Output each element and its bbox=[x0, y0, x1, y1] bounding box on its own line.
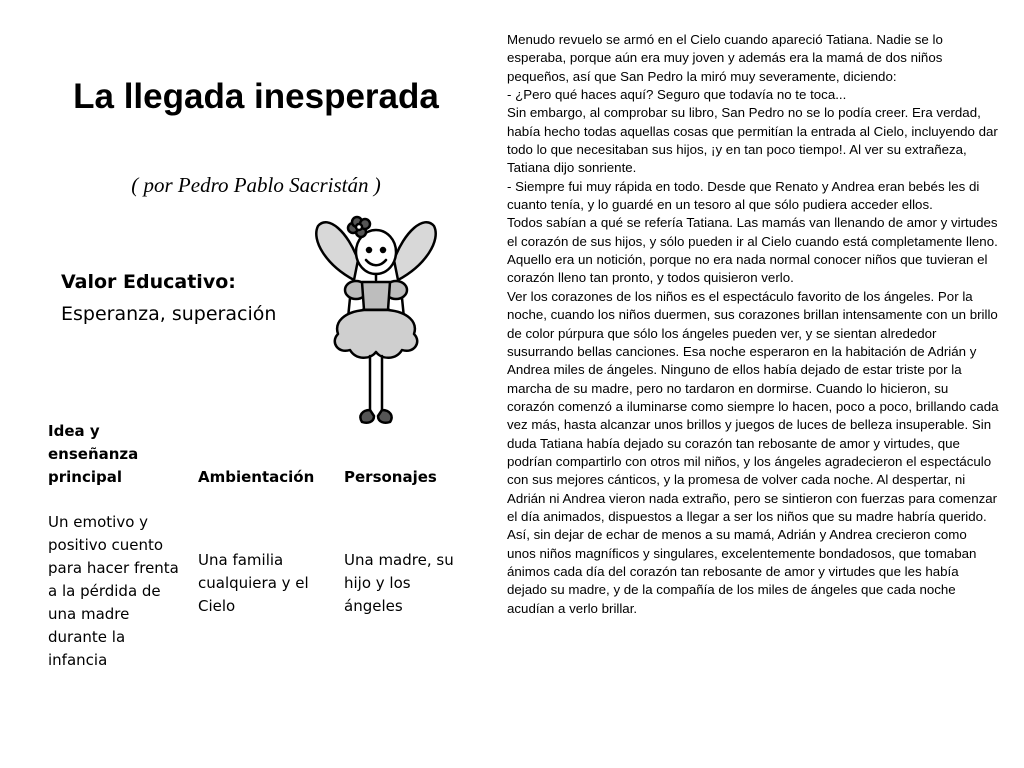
valor-educativo-heading: Valor Educativo: bbox=[61, 271, 236, 293]
fairy-illustration-icon bbox=[306, 210, 446, 435]
table-row bbox=[40, 511, 470, 672]
story-text bbox=[507, 31, 999, 618]
header-ambientacion: Ambientación bbox=[198, 468, 315, 486]
story-info-table bbox=[40, 420, 470, 672]
story-paragraph: Sin embargo, al comprobar su libro, San Pedro no se lo podía creer. Era verdad, había hecho todas aquellas cosas que permitían la entrada al Cielo, incluyendo dar todo lo que necesitaban sus hijos, ¡y en tan poco tiempo!. Al ver su extrañeza, Tatiana dijo sonriente. bbox=[507, 105, 998, 176]
story-paragraph: Todos sabían a qué se refería Tatiana. Las mamás van llenando de amor y virtudes el corazón de sus hijos, y sólo pueden ir al Cielo cuando está completamente lleno. Aquello era un notición, porque no era nada normal conocer niños que tuvieran el corazón lleno tan pronto, y todos quisieron verlo. bbox=[507, 215, 998, 286]
valor-educativo-text: Esperanza, superación bbox=[61, 303, 277, 325]
header-idea: Idea y enseñanza principal bbox=[48, 422, 139, 486]
story-paragraph: - ¿Pero qué haces aquí? Seguro que todavía no te toca... bbox=[507, 87, 847, 103]
story-paragraph: Ver los corazones de los niños es el espectáculo favorito de los ángeles. Por la noche, cuando los niños duermen, sus corazones brillan intensamente con un brillo de color púrpura que sólo los ángeles pueden ver, y se sientan alrededor susurrando bellas canciones. Esa noche esperaron en la habitación de Adrián y Andrea miles de ángeles. Ninguno de ellos había dejado de estar triste por la marcha de su madre, pero no tardaron en dormirse. Cuando lo hicieron, su corazón comenzó a iluminarse como siempre lo hacen, poco a poco, brillando cada vez más, hasta alcanzar unos brillos y juegos de luces de belleza insuperable. Sin duda Tatiana había dejado su corazón tan rebosante de amor y virtudes, que podrían compartirlo con otros mil niños, y los ángeles agradecieron el espectáculo con sus mejores cánticos, y la promesa de volver cada noche. Al despertar, ni Adrián ni Andrea vieron nada extraño, pero se sintieron con fuerzas para comenzar el día animados, dispuestos a llegar a ser los niños que su madre habría querido. bbox=[507, 288, 999, 524]
table-header-row bbox=[40, 420, 470, 511]
page-title: La llegada inesperada bbox=[73, 77, 439, 116]
author-line: ( por Pedro Pablo Sacristán ) bbox=[131, 173, 381, 197]
cell-ambientacion: Una familia cualquiera y el Cielo bbox=[198, 551, 309, 615]
story-paragraph: Menudo revuelo se armó en el Cielo cuando apareció Tatiana. Nadie se lo esperaba, porque aún era muy joven y además era la mamá de dos niños pequeños, así que San Pedro la miró muy severamente, diciendo: bbox=[507, 32, 943, 84]
cell-personajes: Una madre, su hijo y los ángeles bbox=[344, 551, 454, 615]
story-paragraph: Así, sin dejar de echar de menos a su mamá, Adrián y Andrea crecieron como unos niños magníficos y singulares, excelentemente bondadosos, que tomaban ánimos cada día del corazón tan rebosante de amor y virtudes que les había dejado su madre, y de la compañía de los miles de ángeles que cada noche acudían a verlo brillar. bbox=[507, 527, 977, 616]
story-paragraph: - Siempre fui muy rápida en todo. Desde que Renato y Andrea eran bebés les di cuanto tenía, y lo guardé en un tesoro al que sólo pudiera acceder ellos. bbox=[507, 178, 980, 213]
header-personajes: Personajes bbox=[344, 468, 437, 486]
cell-idea: Un emotivo y positivo cuento para hacer frenta a la pérdida de una madre durante la infancia bbox=[48, 513, 179, 669]
